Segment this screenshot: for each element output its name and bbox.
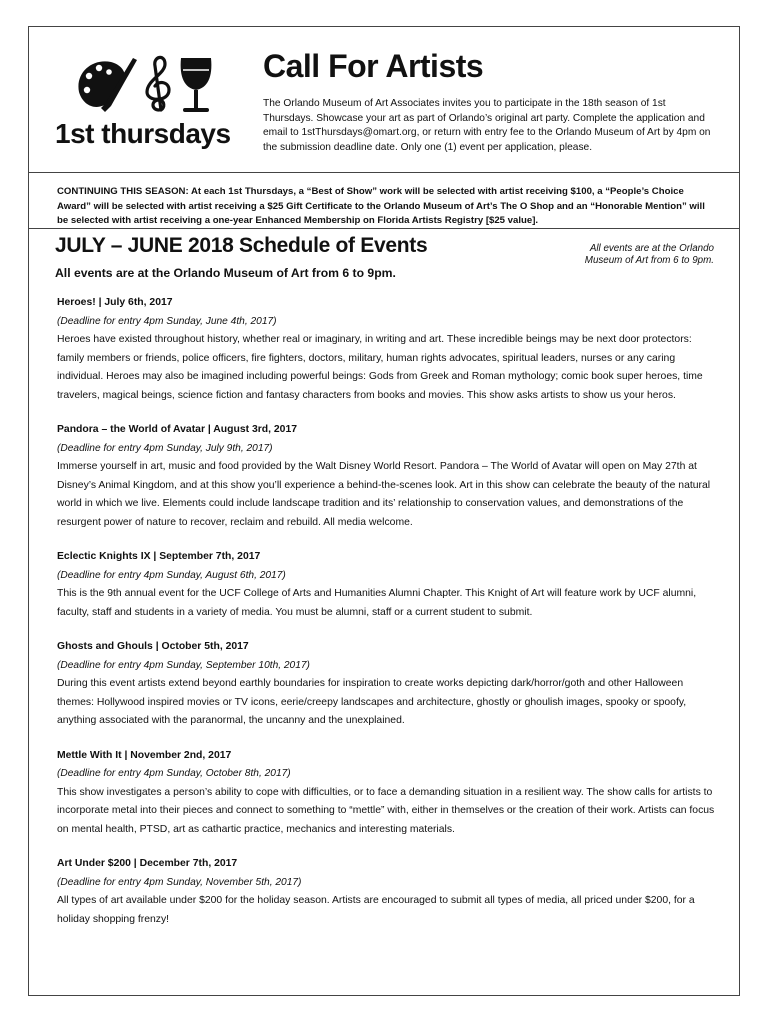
event-description: During this event artists extend beyond earthly boundaries for inspiration to create works depicting dark/horror/goth and other Halloween themes: Hollywood inspired movies or TV icons, eerie/creepy landscapes and architecture, ghostly or ghoulish images, spooky or spoofy, anything associated with the paranormal, the uncanny and the unexplained. [57,678,687,726]
event-heading: Art Under $200 | December 7th, 2017 [57,858,238,869]
event-item [57,638,717,731]
event-description: Heroes have existed throughout history, whether real or imaginary, in writing and art. These incredible beings may be next door protectors: family members or friends, police officers, fire fighters, doctors, military, human rights advocates, spiritual leaders, nurses or any caring individual. Heroes may also be imagined including powerful beings: Gods from Greek and Roman mythology; comic book super heroes, time travelers, magical beings, science fiction and fantasy characters from books and movies. This show asks artists to show us your heros. [57,334,703,401]
events-list [57,294,717,945]
event-heading: Ghosts and Ghouls | October 5th, 2017 [57,641,249,652]
continuing-season-note: CONTINUING THIS SEASON: At each 1st Thursdays, a “Best of Show” work will be selected with artist receiving $100, a “People’s Choice Award” will be selected with artist receiving a $25 Gift Certificate to the Orlando Museum of Art’s The O Shop and an “Honorable Mention” will be selected with artist receiving a one-year Enhanced Membership on Florida Artists Registry [$25 value]. [57,186,705,227]
event-deadline: (Deadline for entry 4pm Sunday, August 6th, 2017) [57,569,286,581]
event-deadline: (Deadline for entry 4pm Sunday, October 8th, 2017) [57,768,291,779]
divider [28,228,740,229]
event-item [57,747,717,840]
event-deadline: (Deadline for entry 4pm Sunday, November 5th, 2017) [57,876,302,888]
event-heading: Pandora – the World of Avatar | August 3rd, 2017 [57,424,298,435]
divider [28,172,740,173]
page-title: Call For Artists [263,48,484,84]
location-side-note: All events are at the Orlando Museum of Art from 6 to 9pm. [584,243,714,266]
event-item [57,421,717,532]
event-item [57,855,717,929]
schedule-title: JULY – JUNE 2018 Schedule of Events [55,234,428,257]
event-description: All types of art available under $200 for the holiday season. Artists are encouraged to submit all types of media, all priced under $200, for a holiday shopping frenzy! [57,895,695,925]
event-item [57,294,717,405]
logo [55,52,245,162]
event-heading: Eclectic Knights IX | September 7th, 2017 [57,551,261,562]
event-heading: Mettle With It | November 2nd, 2017 [57,749,232,761]
event-item [57,548,717,622]
event-description: This is the 9th annual event for the UCF College of Arts and Humanities Alumni Chapter. This Knight of Art will feature work by UCF alumni, faculty, staff and students in a variety of media. You must be alumni, staff or a current student to submit. [57,588,697,618]
event-description: Immerse yourself in art, music and food provided by the Walt Disney World Resort. Pandora – The World of Avatar will open on May 27th at Disney’s Animal Kingdom, and at this show you’ll experience a behind-the-scenes look. Art in this show can celebrate the beauty of the natural world in which we live. Elements could include landscape tradition and its’ relationship to conservation values, and demonstrations of the resurgent power of nature to recover, reclaim and rebuild. All media welcome. [57,461,711,528]
event-deadline: (Deadline for entry 4pm Sunday, July 9th, 2017) [57,442,273,454]
event-description: This show investigates a person’s ability to cope with difficulties, or to face a demanding situation in a resilient way. The show calls for artists to incorporate metal into their pieces and connect to something to “mettle” with, either in themselves or the creation of their work. Artists can focus on mental health, PTSD, art as cathartic practice, mechanics and interesting materials. [57,786,715,835]
logo-art-icon [75,52,245,118]
schedule-subtitle: All events are at the Orlando Museum of Art from 6 to 9pm. [55,266,396,280]
event-heading: Heroes! | July 6th, 2017 [57,297,173,308]
logo-text: 1st thursdays [55,118,231,149]
event-deadline: (Deadline for entry 4pm Sunday, June 4th, 2017) [57,315,277,327]
intro-text: The Orlando Museum of Art Associates invites you to participate in the 18th season of 1st Thursdays. Showcase your art as part of Orlando’s original art party. Complete the application and email to 1stThursdays@omart.org, or return with entry fee to the Orlando Museum of Art by 4pm on the submission deadline date. Only one (1) event per application, please. [263,98,711,153]
event-deadline: (Deadline for entry 4pm Sunday, September 10th, 2017) [57,659,310,671]
